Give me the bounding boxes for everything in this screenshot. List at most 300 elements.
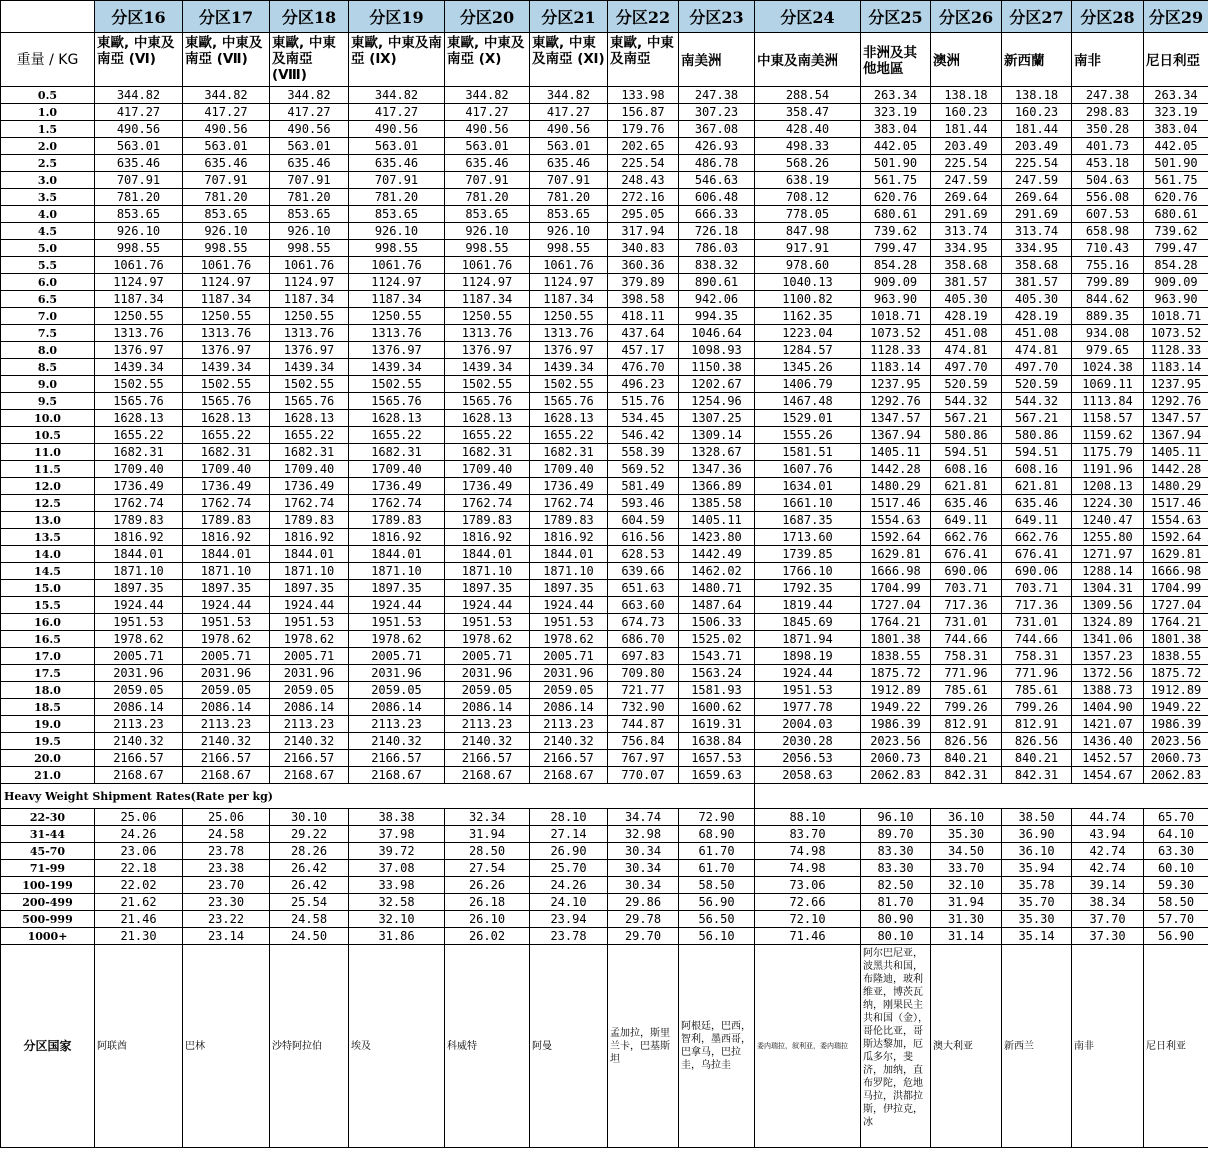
rate-cell: 1376.97 <box>95 342 183 359</box>
rate-cell: 781.20 <box>349 189 445 206</box>
rate-cell: 1313.76 <box>95 325 183 342</box>
rate-cell: 405.30 <box>931 291 1002 308</box>
rate-cell: 1871.10 <box>445 563 530 580</box>
rate-cell: 2086.14 <box>270 699 349 716</box>
rate-cell: 1704.99 <box>1144 580 1208 597</box>
weight-cell: 21.0 <box>1 767 95 784</box>
rate-cell: 291.69 <box>1002 206 1072 223</box>
rate-cell: 1638.84 <box>679 733 755 750</box>
table-row <box>1 104 1208 121</box>
rate-cell: 1924.44 <box>349 597 445 614</box>
rate-cell: 1629.81 <box>1144 546 1208 563</box>
rate-cell: 1789.83 <box>445 512 530 529</box>
rate-cell: 1480.71 <box>679 580 755 597</box>
rate-cell: 1098.93 <box>679 342 755 359</box>
rate-cell: 1376.97 <box>530 342 608 359</box>
rate-cell: 680.61 <box>861 206 931 223</box>
rate-cell: 1442.49 <box>679 546 755 563</box>
rate-cell: 717.36 <box>931 597 1002 614</box>
rate-cell: 1405.11 <box>679 512 755 529</box>
rate-cell: 1951.53 <box>95 614 183 631</box>
rate-cell: 1376.97 <box>183 342 270 359</box>
rate-cell: 1347.36 <box>679 461 755 478</box>
rate-cell: 1250.55 <box>349 308 445 325</box>
rate-cell: 1223.04 <box>755 325 861 342</box>
rate-cell: 1480.29 <box>1144 478 1208 495</box>
rate-cell: 785.61 <box>931 682 1002 699</box>
rate-cell: 442.05 <box>1144 138 1208 155</box>
rate-cell: 544.32 <box>931 393 1002 410</box>
rate-cell: 291.69 <box>931 206 1002 223</box>
rate-cell: 942.06 <box>679 291 755 308</box>
rate-cell: 1162.35 <box>755 308 861 325</box>
rate-cell: 621.81 <box>1002 478 1072 495</box>
rate-cell: 1150.38 <box>679 359 755 376</box>
rate-cell: 1284.57 <box>755 342 861 359</box>
rate-cell: 2166.57 <box>530 750 608 767</box>
heavy-table-row <box>1 809 1208 826</box>
rate-cell: 755.16 <box>1072 257 1144 274</box>
table-row <box>1 614 1208 631</box>
rate-cell: 1844.01 <box>530 546 608 563</box>
rate-cell: 1250.55 <box>95 308 183 325</box>
rate-cell: 453.18 <box>1072 155 1144 172</box>
rate-cell: 1313.76 <box>349 325 445 342</box>
rate-cell: 635.46 <box>1002 495 1072 512</box>
rate-cell: 2168.67 <box>445 767 530 784</box>
heavy-rate-cell: 59.30 <box>1144 877 1208 894</box>
rate-cell: 739.62 <box>1144 223 1208 240</box>
rate-cell: 608.16 <box>1002 461 1072 478</box>
zone-header: 分区18 <box>270 1 349 33</box>
rate-cell: 926.10 <box>270 223 349 240</box>
weight-cell: 7.0 <box>1 308 95 325</box>
rate-cell: 853.65 <box>95 206 183 223</box>
rate-cell: 1439.34 <box>530 359 608 376</box>
rate-cell: 520.59 <box>931 376 1002 393</box>
rate-cell: 1385.58 <box>679 495 755 512</box>
heavy-rate-cell: 23.78 <box>183 843 270 860</box>
rate-cell: 1619.31 <box>679 716 755 733</box>
zone-header: 分区22 <box>608 1 679 33</box>
rate-cell: 771.96 <box>1002 665 1072 682</box>
rate-cell: 457.17 <box>608 342 679 359</box>
rate-cell: 2031.96 <box>349 665 445 682</box>
rate-cell: 707.91 <box>270 172 349 189</box>
zone-countries-cell: 阿根廷，巴西，智利，墨西哥，巴拿马，巴拉圭，乌拉圭 <box>679 945 755 1148</box>
heavy-rate-cell: 24.26 <box>530 877 608 894</box>
rate-cell: 486.78 <box>679 155 755 172</box>
rate-cell: 1682.31 <box>183 444 270 461</box>
rate-cell: 1657.53 <box>679 750 755 767</box>
heavy-rate-cell: 23.38 <box>183 860 270 877</box>
rate-cell: 202.65 <box>608 138 679 155</box>
rate-cell: 417.27 <box>95 104 183 121</box>
rate-cell: 1404.90 <box>1072 699 1144 716</box>
rate-cell: 635.46 <box>270 155 349 172</box>
rate-cell: 1951.53 <box>445 614 530 631</box>
rate-cell: 2113.23 <box>183 716 270 733</box>
rate-cell: 1442.28 <box>1144 461 1208 478</box>
rate-cell: 2059.05 <box>445 682 530 699</box>
rate-cell: 1187.34 <box>530 291 608 308</box>
weight-cell: 10.5 <box>1 427 95 444</box>
rate-cell: 847.98 <box>755 223 861 240</box>
rate-cell: 181.44 <box>931 121 1002 138</box>
rate-cell: 1713.60 <box>755 529 861 546</box>
rate-cell: 1666.98 <box>861 563 931 580</box>
rate-cell: 620.76 <box>1144 189 1208 206</box>
rate-cell: 658.98 <box>1072 223 1144 240</box>
rate-cell: 853.65 <box>183 206 270 223</box>
heavy-rate-cell: 21.30 <box>95 928 183 945</box>
rate-cell: 1898.19 <box>755 648 861 665</box>
heavy-rate-cell: 28.26 <box>270 843 349 860</box>
rate-cell: 179.76 <box>608 121 679 138</box>
rate-cell: 1255.80 <box>1072 529 1144 546</box>
rate-cell: 1655.22 <box>349 427 445 444</box>
region-header: 尼日利亞 <box>1144 33 1208 87</box>
rate-cell: 1655.22 <box>183 427 270 444</box>
rate-cell: 978.60 <box>755 257 861 274</box>
rate-cell: 501.90 <box>1144 155 1208 172</box>
weight-cell: 0.5 <box>1 87 95 104</box>
heavy-rate-cell: 32.34 <box>445 809 530 826</box>
rate-cell: 1304.31 <box>1072 580 1144 597</box>
zone-header: 分区16 <box>95 1 183 33</box>
rate-cell: 1951.53 <box>183 614 270 631</box>
zone-header: 分区28 <box>1072 1 1144 33</box>
rate-cell: 1655.22 <box>445 427 530 444</box>
rate-cell: 1018.71 <box>1144 308 1208 325</box>
rate-cell: 1789.83 <box>530 512 608 529</box>
zone-header: 分区23 <box>679 1 755 33</box>
rate-cell: 1592.64 <box>1144 529 1208 546</box>
rate-cell: 744.87 <box>608 716 679 733</box>
rate-cell: 721.77 <box>608 682 679 699</box>
rate-cell: 1792.35 <box>755 580 861 597</box>
rate-cell: 1341.06 <box>1072 631 1144 648</box>
rate-cell: 247.38 <box>1072 87 1144 104</box>
heavy-rate-cell: 32.10 <box>349 911 445 928</box>
rate-cell: 417.27 <box>530 104 608 121</box>
rate-cell: 442.05 <box>861 138 931 155</box>
rate-cell: 1046.64 <box>679 325 755 342</box>
rate-cell: 2086.14 <box>530 699 608 716</box>
weight-cell: 6.5 <box>1 291 95 308</box>
rate-cell: 515.76 <box>608 393 679 410</box>
rate-cell: 580.86 <box>931 427 1002 444</box>
rate-cell: 1405.11 <box>861 444 931 461</box>
weight-cell: 15.0 <box>1 580 95 597</box>
rate-cell: 546.42 <box>608 427 679 444</box>
weight-cell: 2.5 <box>1 155 95 172</box>
rate-cell: 1736.49 <box>95 478 183 495</box>
rate-cell: 1454.67 <box>1072 767 1144 784</box>
rate-cell: 426.93 <box>679 138 755 155</box>
rate-cell: 994.35 <box>679 308 755 325</box>
rate-cell: 1661.10 <box>755 495 861 512</box>
rate-cell: 1462.02 <box>679 563 755 580</box>
rate-cell: 1313.76 <box>530 325 608 342</box>
rate-cell: 1073.52 <box>861 325 931 342</box>
weight-cell: 19.5 <box>1 733 95 750</box>
rate-cell: 1128.33 <box>1144 342 1208 359</box>
rate-cell: 247.59 <box>931 172 1002 189</box>
table-row <box>1 189 1208 206</box>
rate-cell: 732.90 <box>608 699 679 716</box>
rate-cell: 1061.76 <box>95 257 183 274</box>
rate-cell: 1187.34 <box>95 291 183 308</box>
rate-cell: 1736.49 <box>183 478 270 495</box>
rate-cell: 963.90 <box>861 291 931 308</box>
rate-cell: 616.56 <box>608 529 679 546</box>
rate-cell: 917.91 <box>755 240 861 257</box>
rate-cell: 1128.33 <box>861 342 931 359</box>
weight-column-label: 重量 / KG <box>1 33 95 87</box>
rate-cell: 1666.98 <box>1144 563 1208 580</box>
rate-cell: 1762.74 <box>530 495 608 512</box>
rate-cell: 1565.76 <box>530 393 608 410</box>
rate-cell: 2056.53 <box>755 750 861 767</box>
table-row <box>1 648 1208 665</box>
rate-cell: 1328.67 <box>679 444 755 461</box>
heavy-rate-cell: 35.30 <box>1002 911 1072 928</box>
rate-cell: 2005.71 <box>95 648 183 665</box>
rate-cell: 1480.29 <box>861 478 931 495</box>
table-row <box>1 597 1208 614</box>
rate-cell: 606.48 <box>679 189 755 206</box>
rate-cell: 1250.55 <box>530 308 608 325</box>
rate-cell: 490.56 <box>95 121 183 138</box>
rate-cell: 490.56 <box>349 121 445 138</box>
rate-cell: 417.27 <box>183 104 270 121</box>
heavy-rate-cell: 30.34 <box>608 843 679 860</box>
rate-cell: 926.10 <box>95 223 183 240</box>
rate-cell: 686.70 <box>608 631 679 648</box>
rate-cell: 1124.97 <box>95 274 183 291</box>
rate-cell: 674.73 <box>608 614 679 631</box>
heavy-weight-cell: 1000+ <box>1 928 95 945</box>
rate-cell: 1517.46 <box>1144 495 1208 512</box>
rate-cell: 1762.74 <box>183 495 270 512</box>
rate-cell: 1565.76 <box>445 393 530 410</box>
rate-cell: 2166.57 <box>349 750 445 767</box>
rate-cell: 568.26 <box>755 155 861 172</box>
rate-cell: 1739.85 <box>755 546 861 563</box>
rate-cell: 2031.96 <box>445 665 530 682</box>
rate-cell: 1554.63 <box>861 512 931 529</box>
heavy-rate-cell: 57.70 <box>1144 911 1208 928</box>
rate-cell: 160.23 <box>931 104 1002 121</box>
rate-cell: 799.26 <box>931 699 1002 716</box>
heavy-rate-cell: 31.86 <box>349 928 445 945</box>
heavy-rate-cell: 31.94 <box>445 826 530 843</box>
table-row <box>1 427 1208 444</box>
rate-cell: 1844.01 <box>270 546 349 563</box>
rate-cell: 1423.80 <box>679 529 755 546</box>
rate-cell: 1607.76 <box>755 461 861 478</box>
heavy-rate-cell: 61.70 <box>679 843 755 860</box>
rate-cell: 635.46 <box>530 155 608 172</box>
rate-cell: 2113.23 <box>445 716 530 733</box>
heavy-rate-cell: 25.54 <box>270 894 349 911</box>
rate-cell: 1525.02 <box>679 631 755 648</box>
rate-cell: 2062.83 <box>861 767 931 784</box>
rate-cell: 770.07 <box>608 767 679 784</box>
rate-cell: 379.89 <box>608 274 679 291</box>
rate-cell: 2168.67 <box>349 767 445 784</box>
rate-cell: 474.81 <box>931 342 1002 359</box>
rate-cell: 1789.83 <box>270 512 349 529</box>
rate-cell: 812.91 <box>931 716 1002 733</box>
rate-cell: 767.97 <box>608 750 679 767</box>
weight-cell: 20.0 <box>1 750 95 767</box>
rate-cell: 1517.46 <box>861 495 931 512</box>
rate-cell: 1762.74 <box>349 495 445 512</box>
rate-cell: 1250.55 <box>183 308 270 325</box>
heavy-rate-cell: 23.30 <box>183 894 270 911</box>
rate-cell: 1439.34 <box>270 359 349 376</box>
rate-cell: 1439.34 <box>95 359 183 376</box>
rate-cell: 1762.74 <box>445 495 530 512</box>
rate-cell: 1124.97 <box>349 274 445 291</box>
rate-cell: 1506.33 <box>679 614 755 631</box>
rate-cell: 1292.76 <box>1144 393 1208 410</box>
rate-cell: 1069.11 <box>1072 376 1144 393</box>
heavy-rate-cell: 26.42 <box>270 860 349 877</box>
heavy-rate-cell: 26.42 <box>270 877 349 894</box>
rate-cell: 563.01 <box>349 138 445 155</box>
heavy-rate-cell: 24.58 <box>183 826 270 843</box>
rate-cell: 1113.84 <box>1072 393 1144 410</box>
rate-cell: 520.59 <box>1002 376 1072 393</box>
heavy-rate-cell: 42.74 <box>1072 843 1144 860</box>
rate-cell: 563.01 <box>95 138 183 155</box>
weight-cell: 11.5 <box>1 461 95 478</box>
rate-cell: 2031.96 <box>270 665 349 682</box>
rate-cell: 853.65 <box>349 206 445 223</box>
rate-cell: 497.70 <box>1002 359 1072 376</box>
rate-cell: 1502.55 <box>349 376 445 393</box>
region-header: 中東及南美洲 <box>755 33 861 87</box>
heavy-rate-cell: 33.70 <box>931 860 1002 877</box>
table-row <box>1 631 1208 648</box>
weight-cell: 8.0 <box>1 342 95 359</box>
rate-cell: 2166.57 <box>445 750 530 767</box>
rate-cell: 1563.24 <box>679 665 755 682</box>
rate-cell: 1442.28 <box>861 461 931 478</box>
rate-cell: 1838.55 <box>1144 648 1208 665</box>
rate-cell: 344.82 <box>95 87 183 104</box>
heavy-weight-cell: 31-44 <box>1 826 95 843</box>
rate-cell: 1254.96 <box>679 393 755 410</box>
rate-cell: 635.46 <box>931 495 1002 512</box>
rate-cell: 490.56 <box>270 121 349 138</box>
rate-cell: 1313.76 <box>445 325 530 342</box>
heavy-rate-cell: 27.54 <box>445 860 530 877</box>
rate-cell: 1897.35 <box>530 580 608 597</box>
rate-cell: 269.64 <box>931 189 1002 206</box>
table-row <box>1 767 1208 784</box>
rate-cell: 2059.05 <box>270 682 349 699</box>
table-row <box>1 444 1208 461</box>
heavy-rate-cell: 35.94 <box>1002 860 1072 877</box>
rate-cell: 2086.14 <box>183 699 270 716</box>
rate-cell: 840.21 <box>1002 750 1072 767</box>
rate-cell: 1313.76 <box>270 325 349 342</box>
rate-cell: 2023.56 <box>861 733 931 750</box>
zone-countries-cell: 阿尔巴尼亚，波黑共和国，布隆迪，玻利维亚，博茨瓦纳，刚果民主共和国（金），哥伦比亚，哥斯达黎加，厄瓜多尔，斐济，加纳，直布罗陀，危地马拉，洪都拉斯，伊拉克，冰 <box>861 945 931 1148</box>
rate-cell: 1159.62 <box>1072 427 1144 444</box>
rate-cell: 1565.76 <box>349 393 445 410</box>
weight-cell: 17.0 <box>1 648 95 665</box>
heavy-rate-cell: 39.72 <box>349 843 445 860</box>
heavy-rate-cell: 72.90 <box>679 809 755 826</box>
region-header: 東歐, 中東及南亞 (Ⅶ) <box>183 33 270 87</box>
rate-cell: 2086.14 <box>349 699 445 716</box>
rate-cell: 1376.97 <box>349 342 445 359</box>
heavy-rate-cell: 25.70 <box>530 860 608 877</box>
rate-cell: 1736.49 <box>270 478 349 495</box>
rate-cell: 323.19 <box>1144 104 1208 121</box>
rate-cell: 358.68 <box>1002 257 1072 274</box>
rate-cell: 690.06 <box>931 563 1002 580</box>
zone-header: 分区24 <box>755 1 861 33</box>
rate-cell: 998.55 <box>95 240 183 257</box>
rate-cell: 272.16 <box>608 189 679 206</box>
zone-countries-label: 分区国家 <box>1 945 95 1148</box>
rate-cell: 1924.44 <box>530 597 608 614</box>
rate-cell: 2031.96 <box>530 665 608 682</box>
rate-cell: 1100.82 <box>755 291 861 308</box>
rate-cell: 2031.96 <box>183 665 270 682</box>
heavy-rate-cell: 35.70 <box>1002 894 1072 911</box>
zone-header: 分区17 <box>183 1 270 33</box>
rate-cell: 1871.10 <box>270 563 349 580</box>
rate-cell: 2005.71 <box>183 648 270 665</box>
zone-countries-cell: 阿联酋 <box>95 945 183 1148</box>
rate-cell: 1816.92 <box>530 529 608 546</box>
rate-cell: 504.63 <box>1072 172 1144 189</box>
rate-cell: 1124.97 <box>270 274 349 291</box>
heavy-weight-cell: 71-99 <box>1 860 95 877</box>
rate-cell: 635.46 <box>349 155 445 172</box>
rate-cell: 567.21 <box>1002 410 1072 427</box>
rate-cell: 2005.71 <box>349 648 445 665</box>
rate-cell: 2168.67 <box>270 767 349 784</box>
heavy-rate-cell: 35.30 <box>931 826 1002 843</box>
region-header: 東歐, 中東及南亞 (Ⅺ) <box>530 33 608 87</box>
weight-cell: 16.0 <box>1 614 95 631</box>
zone-header: 分区26 <box>931 1 1002 33</box>
rate-cell: 1292.76 <box>861 393 931 410</box>
heavy-rate-cell: 61.70 <box>679 860 755 877</box>
rate-cell: 1871.10 <box>183 563 270 580</box>
rate-cell: 1875.72 <box>1144 665 1208 682</box>
rate-cell: 926.10 <box>445 223 530 240</box>
rate-cell: 225.54 <box>1002 155 1072 172</box>
rate-cell: 417.27 <box>270 104 349 121</box>
rate-cell: 744.66 <box>931 631 1002 648</box>
rate-cell: 563.01 <box>530 138 608 155</box>
rate-cell: 383.04 <box>861 121 931 138</box>
rate-cell: 1736.49 <box>445 478 530 495</box>
heavy-table-row <box>1 928 1208 945</box>
zone-header: 分区27 <box>1002 1 1072 33</box>
rate-cell: 358.68 <box>931 257 1002 274</box>
rate-cell: 651.63 <box>608 580 679 597</box>
